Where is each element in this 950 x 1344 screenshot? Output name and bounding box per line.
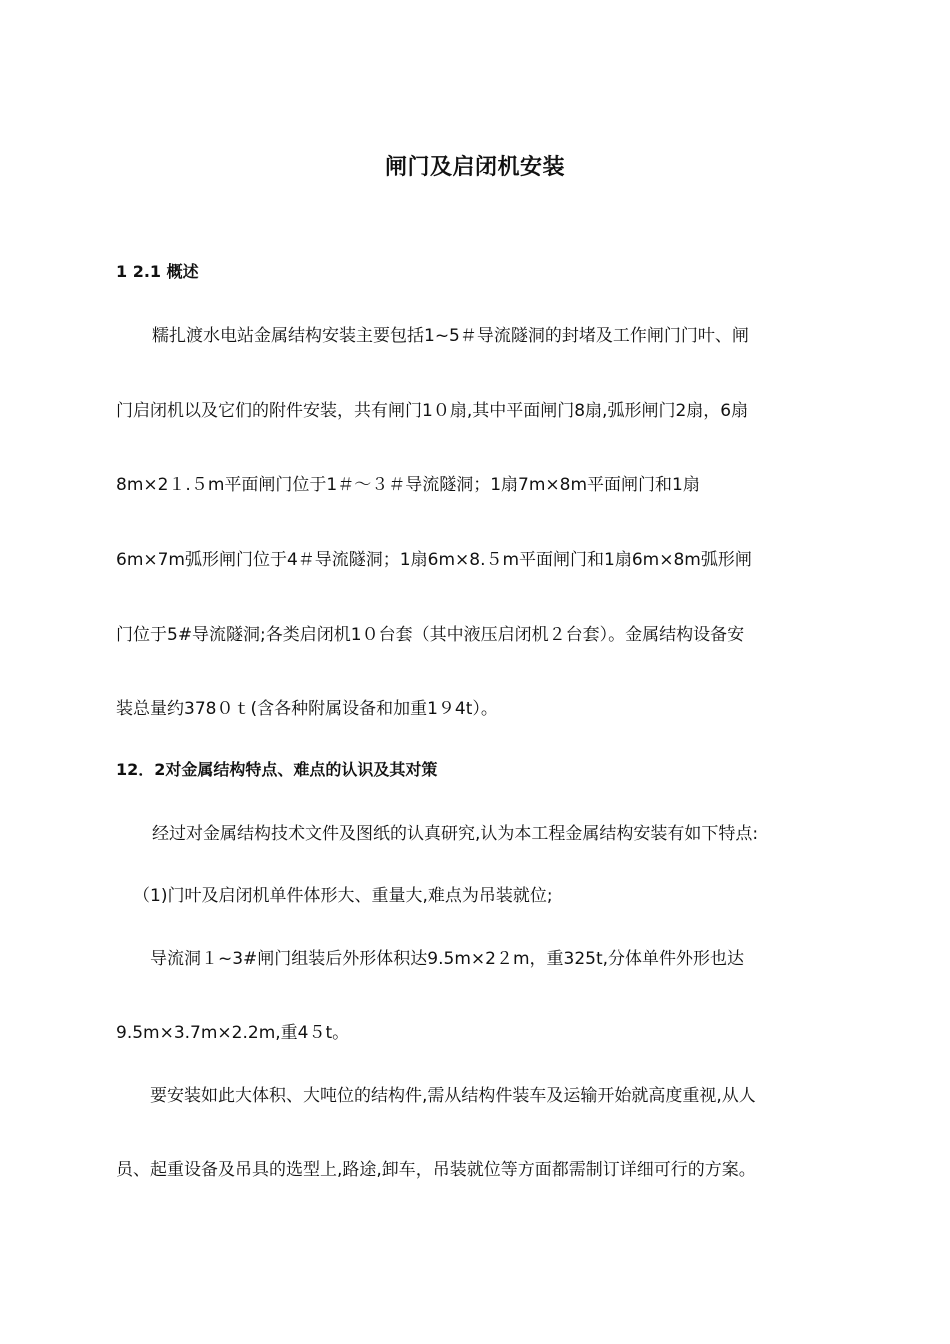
section-heading-overview: 1 2.1 概述: [116, 262, 199, 281]
section-heading-features: 12．2对金属结构特点、难点的认识及其对策: [116, 760, 438, 779]
paragraph-line: 员、起重设备及吊具的选型上,路途,卸车，吊装就位等方面都需制订详细可行的方案。: [116, 1160, 756, 1180]
paragraph-line: 9.5m×3.7m×2.2m,重4５t。: [116, 1023, 350, 1043]
paragraph-line: 糯扎渡水电站金属结构安装主要包括1~5＃导流隧洞的封堵及工作闸门门叶、闸: [152, 326, 749, 346]
paragraph-line: 6m×7m弧形闸门位于4＃导流隧洞；1扇6m×8.５m平面闸门和1扇6m×8m弧形闸: [116, 550, 752, 570]
paragraph-line: 要安装如此大体积、大吨位的结构件,需从结构件装车及运输开始就高度重视,从人: [150, 1086, 756, 1106]
paragraph-line: 门启闭机以及它们的附件安装，共有闸门1０扇,其中平面闸门8扇,弧形闸门2扇，6扇: [116, 401, 749, 421]
paragraph-line: 导流洞１~3#闸门组装后外形体积达9.5m×2２m，重325t,分体单件外形也达: [150, 949, 745, 969]
paragraph-line: 8m×2１.５m平面闸门位于1＃～３＃导流隧洞；1扇7m×8m平面闸门和1扇: [116, 475, 700, 495]
paragraph-line: 装总量约378０ｔ(含各种附属设备和加重1９4t）。: [116, 699, 498, 719]
list-item: （1)门叶及启闭机单件体形大、重量大,难点为吊装就位;: [133, 886, 553, 906]
paragraph-line: 门位于5#导流隧洞;各类启闭机1０台套（其中液压启闭机２台套）。金属结构设备安: [116, 625, 745, 645]
document-title: 闸门及启闭机安装: [384, 155, 565, 180]
paragraph-line: 经过对金属结构技术文件及图纸的认真研究,认为本工程金属结构安装有如下特点:: [152, 824, 759, 844]
